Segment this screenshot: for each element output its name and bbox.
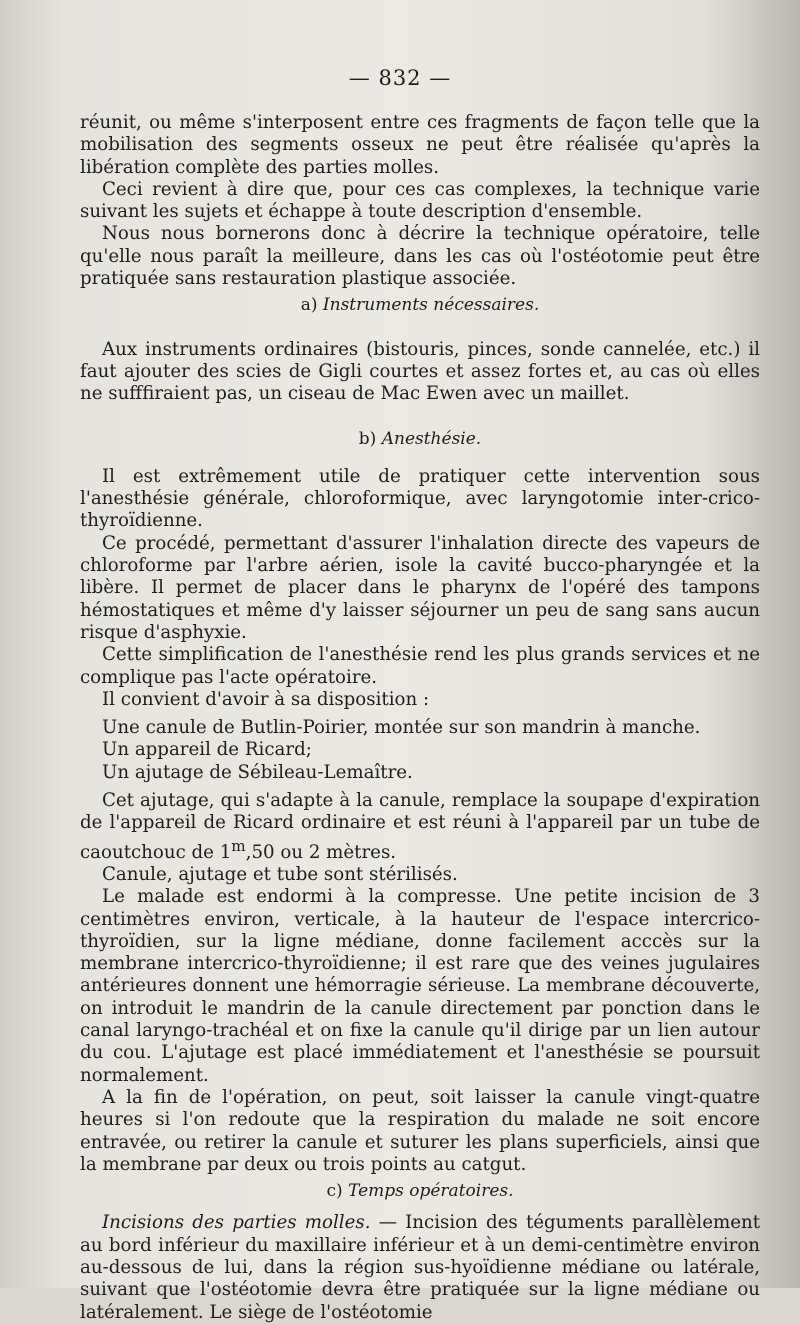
paragraph: Canule, ajutage et tube sont stérilisés. <box>102 863 458 885</box>
page-body <box>80 112 760 1324</box>
page-number: — 832 — <box>348 66 452 90</box>
section-prefix: c) <box>326 1181 349 1202</box>
paragraph: Nous nous bornerons donc à décrire la technique opératoire, telle qu'elle nous paraît la meilleure, dans les cas où l'ostéotomie peut être pratiquée sans restauration plastique associée. <box>80 223 760 290</box>
paragraph <box>80 790 760 864</box>
paragraph: Cette simplification de l'anesthésie rend les plus grands services et ne complique pas l'acte opératoire. <box>80 644 760 688</box>
paragraph: Il est extrêmement utile de pratiquer cette intervention sous l'anesthésie générale, chloroformique, avec laryngotomie inter-crico-thyroïdienne. <box>80 465 760 532</box>
paragraph: A la fin de l'opération, on peut, soit laisser la canule vingt-quatre heures si l'on redoute que la respiration du malade ne soit encore entravée, ou retirer la canule et suturer les plans superficiels, ainsi que la membrane par deux ou trois points au catgut. <box>80 1086 760 1175</box>
paragraph: réunit, ou même s'interposent entre ces fragments de façon telle que la mobilisation des segments osseux ne peut être réalisée qu'après la libération complète des parties molles. <box>80 112 760 178</box>
section-heading-temps <box>80 1180 760 1202</box>
list-item: Une canule de Butlin-Poirier, montée sur son mandrin à manche. <box>102 717 701 739</box>
text-run: ,50 ou 2 mètres. <box>245 841 397 863</box>
text-run: — Incision des téguments parallèlement au bord inférieur du maxillaire inférieur et à un demi-centimètre environ au-dessous de lui, dans la région sus-hyoïdienne médiane ou latérale, suivant que l'ostéotomie devra être pratiquée sur la ligne médiane ou latéralement. Le siège de l'ostéotomie <box>80 1212 760 1323</box>
unit-superscript: m <box>231 836 246 855</box>
paragraph: Le malade est endormi à la compresse. Une petite incision de 3 centimètres environ, verticale, à la hauteur de l'espace intercrico-thyroïdien, sur la ligne médiane, donne facilement acccès sur la membrane intercrico-thyroïdienne; il est rare que des veines jugulaires antérieures donnent une hémorragie sérieuse. La membrane découverte, on introduit le mandrin de la canule directement par ponction dans le canal laryngo-trachéal et on fixe la canule qu'il dirige par un lien autour du cou. L'ajutage est placé immédiatement et l'anesthésie se poursuit normalement. <box>80 886 760 1086</box>
section-title: Anesthésie. <box>381 428 482 449</box>
paragraph <box>80 1212 760 1323</box>
paragraph: Aux instruments ordinaires (bistouris, pinces, sonde cannelée, etc.) il faut ajouter des scies de Gigli courtes et assez fortes et, au cas où elles ne sufffiraient pas, un ciseau de Mac Ewen avec un maillet. <box>80 338 760 405</box>
section-title: Instruments nécessaires. <box>322 295 540 316</box>
section-heading-anesthesie <box>80 428 760 450</box>
section-prefix: a) <box>300 295 323 316</box>
paragraph: Ceci revient à dire que, pour ces cas complexes, la technique varie suivant les sujets et échappe à toute description d'ensemble. <box>80 178 760 223</box>
paragraph: Ce procédé, permettant d'assurer l'inhalation directe des vapeurs de chloroforme par l'arbre aérien, isole la cavité bucco-pharyngée et la libère. Il permet de placer dans le pharynx de l'opéré des tampons hémostatiques et même d'y laisser séjourner un peu de sang sans aucun risque d'asphyxie. <box>80 532 760 643</box>
section-heading-instruments <box>80 294 760 316</box>
list-item: Un appareil de Ricard; <box>102 739 312 761</box>
text-run: Cet ajutage, qui s'adapte à la canule, remplace la soupape d'expiration de l'appareil de Ricard ordinaire et est réuni à l'appareil par un tube de caoutchouc de 1 <box>80 790 760 863</box>
section-prefix: b) <box>358 428 382 449</box>
list-item: Un ajutage de Sébileau-Lemaître. <box>102 761 413 783</box>
paragraph: Il convient d'avoir à sa disposition : <box>102 688 430 710</box>
section-title: Temps opératoires. <box>348 1181 514 1202</box>
paragraph-lead: Incisions des parties molles. <box>102 1212 371 1234</box>
